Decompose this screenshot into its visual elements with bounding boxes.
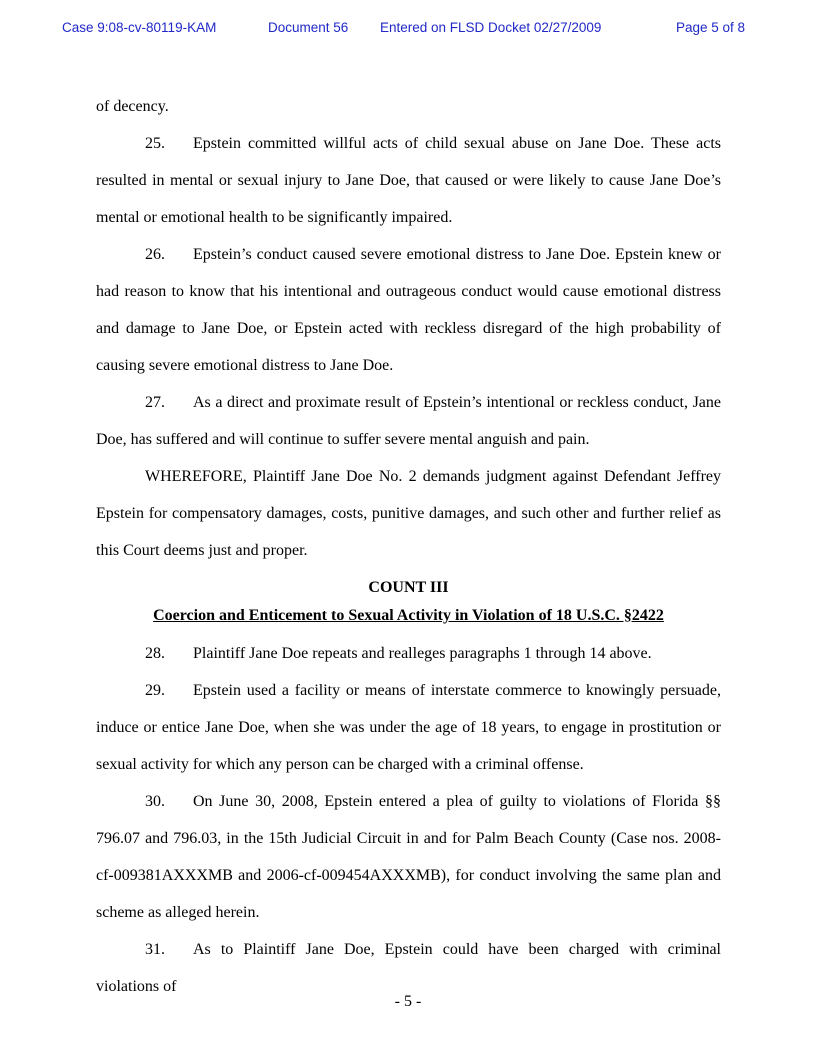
paragraph-number: 28. (145, 645, 165, 662)
paragraph-29 (96, 672, 721, 783)
paragraph-26 (96, 236, 721, 384)
paragraph-30 (96, 783, 721, 931)
paragraph-28 (96, 635, 721, 672)
paragraph-number: 27. (145, 394, 165, 411)
wherefore-paragraph: WHEREFORE, Plaintiff Jane Doe No. 2 demands judgment against Defendant Jeffrey Epstein for compensatory damages, costs, punitive damages, and such other and further relief as this Court deems just and proper. (96, 468, 721, 559)
page-number-stamp: Page 5 of 8 (676, 20, 746, 35)
paragraph-text: As a direct and proximate result of Epstein’s intentional or reckless conduct, Jane Doe, has suffered and will continue to suffer severe mental anguish and pain. (96, 394, 721, 448)
paragraph-text: As to Plaintiff Jane Doe, Epstein could have been charged with criminal violations of (96, 941, 721, 995)
paragraph-text: Epstein used a facility or means of interstate commerce to knowingly persuade, induce or entice Jane Doe, when she was under the age of 18 years, to engage in prostitution or sexual activity for which any person can be charged with a criminal offense. (96, 682, 721, 773)
document-body (96, 88, 721, 1005)
paragraph-text: Plaintiff Jane Doe repeats and realleges paragraphs 1 through 14 above. (193, 645, 652, 662)
case-number-stamp: Case 9:08-cv-80119-KAM (62, 20, 217, 35)
document-number-stamp: Document 56 (268, 20, 349, 35)
paragraph-number: 25. (145, 135, 165, 152)
paragraph-text: Epstein’s conduct caused severe emotional distress to Jane Doe. Epstein knew or had reason to know that his intentional and outrageous conduct would cause emotional distress and damage to Jane Doe, or Epstein acted with reckless disregard of the high probability of causing severe emotional distress to Jane Doe. (96, 246, 721, 374)
continuation-line: of decency. (96, 98, 169, 115)
paragraph-number: 26. (145, 246, 165, 263)
docket-entry-stamp: Entered on FLSD Docket 02/27/2009 (380, 20, 602, 35)
court-filing-stamp (0, 20, 816, 40)
count-iii-heading: COUNT III (368, 579, 449, 596)
paragraph-number: 29. (145, 682, 165, 699)
page-footer: - 5 - (394, 993, 422, 1010)
paragraph-number: 31. (145, 941, 165, 958)
paragraph-number: 30. (145, 793, 165, 810)
paragraph-25 (96, 125, 721, 236)
paragraph-27 (96, 384, 721, 458)
paragraph-text: On June 30, 2008, Epstein entered a plea of guilty to violations of Florida §§ 796.07 and 796.03, in the 15th Judicial Circuit in and for Palm Beach County (Case nos. 2008-cf-009381AXXXMB and 2006-cf-009454AXXXMB), for conduct involving the same plan and scheme as alleged herein. (96, 793, 721, 921)
count-iii-subheading: Coercion and Enticement to Sexual Activity in Violation of 18 U.S.C. §2422 (153, 607, 664, 624)
paragraph-text: Epstein committed willful acts of child sexual abuse on Jane Doe. These acts resulted in mental or sexual injury to Jane Doe, that caused or were likely to cause Jane Doe’s mental or emotional health to be significantly impaired. (96, 135, 721, 226)
